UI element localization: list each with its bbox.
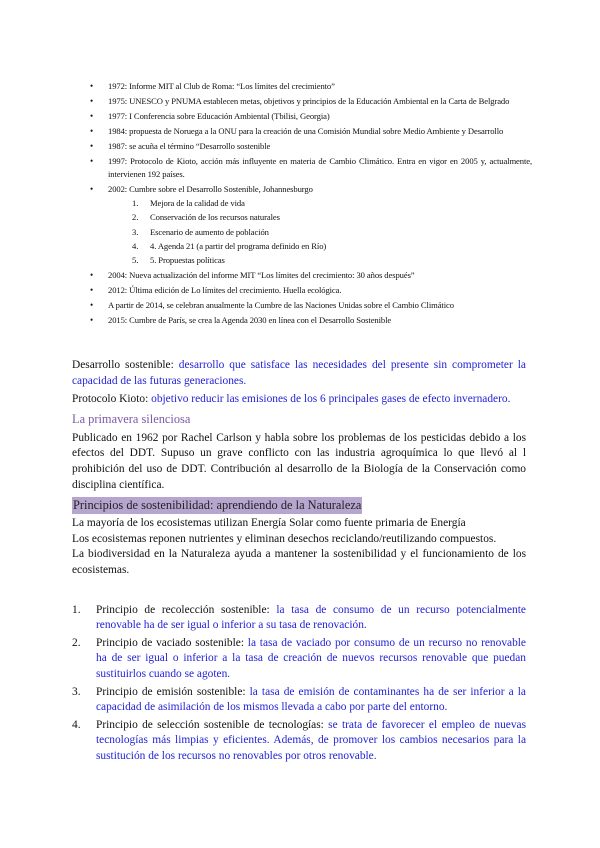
sublist-item: 3. Escenario de aumento de población	[132, 226, 269, 237]
principle-item: 3. Principio de emisión sostenible: la tasa de emisión de contaminantes ha de ser inferior a la capacidad de asimilación de los mismos llevada a cabo por parte del entorno.	[72, 685, 526, 714]
definition-desarrollo-sostenible	[72, 358, 526, 389]
principios-heading-wrap	[72, 493, 526, 516]
principle-definition: la tasa de vaciado por consumo de un recurso no renovable ha de ser igual o inferior a la tasa de creación de nuevos recursos renovable que puedan sustituirlos cuando se agoten.	[96, 636, 526, 680]
list-item: • 1972: Informe MIT al Club de Roma: “Los límites del crecimiento”	[92, 80, 532, 93]
paragraph: La biodiversidad en la Naturaleza ayuda a mantener la sostenibilidad y el funcionamiento de los ecosistemas.	[72, 548, 526, 576]
heading-primavera-silenciosa: La primavera silenciosa	[72, 411, 191, 426]
list-item: • 2002: Cumbre sobre el Desarrollo Sostenible, Johannesburgo 1. Mejora de la calidad de vida 2. Conservación de los recursos naturales 3. Escenario de aumento de población 4. 4. Agenda 21 (a partir del programa definido en Río) 5. 5. Propuestas políticas	[92, 183, 532, 268]
principle-term: Principio de vaciado sostenible:	[96, 636, 244, 649]
definition-term: Protocolo Kioto:	[72, 393, 149, 406]
definition-protocolo-kioto	[72, 392, 526, 408]
principle-item: 1. Principio de recolección sostenible: la tasa de consumo de un recurso potencialmente renovable ha de ser igual o inferior a su tasa de renovación.	[72, 603, 526, 632]
heading-principios-sostenibilidad: Principios de sostenibilidad: aprendiendo de la Naturaleza	[73, 498, 362, 513]
sublist-item: 5. 5. Propuestas políticas	[132, 255, 225, 266]
principles-list	[72, 603, 526, 765]
sublist-item: 2. Conservación de los recursos naturales	[132, 212, 280, 223]
principle-definition: la tasa de emisión de contaminantes ha de ser inferior a la capacidad de asimilación de los mismos llevada a cabo por parte del entorno.	[96, 685, 526, 714]
johannesburg-sublist	[108, 197, 532, 267]
list-item: • 2015: Cumbre de París, se crea la Agenda 2030 en línea con el Desarrollo Sostenible	[92, 314, 532, 327]
principle-item: 4. Principio de selección sostenible de tecnologías: se trata de favorecer el empleo de nuevas tecnologías más limpias y eficientes. Además, de promover los cambios necesarios para la sustitución de los recursos no renovables por otros renovable.	[72, 718, 526, 762]
sublist-item: 4. 4. Agenda 21 (a partir del programa definido en Río)	[132, 241, 327, 252]
principle-definition: la tasa de consumo de un recurso potencialmente renovable ha de ser igual o inferior a su tasa de renovación.	[96, 603, 526, 632]
principle-term: Principio de selección sostenible de tecnologías:	[96, 718, 324, 731]
list-item: • 2004: Nueva actualización del informe MIT “Los límites del crecimiento: 30 años después”	[92, 269, 532, 282]
list-item: • 1975: UNESCO y PNUMA establecen metas, objetivos y principios de la Educación Ambiental en la Carta de Belgrado	[92, 95, 532, 108]
main-content	[72, 358, 526, 766]
definition-text: objetivo reducir las emisiones de los 6 principales gases de efecto invernadero.	[151, 393, 511, 406]
principle-definition: se trata de favorecer el empleo de nuevas tecnologías más limpias y eficientes. Además, de promover los cambios necesarios para la sustitución de los recursos no renovables por otros renovable.	[96, 718, 526, 762]
paragraph: La mayoría de los ecosistemas utilizan Energía Solar como fuente primaria de Energía	[72, 517, 466, 530]
paragraph: Los ecosistemas reponen nutrientes y eliminan desechos reciclando/reutilizando compuestos.	[72, 532, 497, 545]
principle-term: Principio de emisión sostenible:	[96, 685, 246, 698]
list-item: • 1987: se acuña el término “Desarrollo sostenible	[92, 140, 532, 153]
definition-term: Desarrollo sostenible:	[72, 359, 174, 371]
list-item: • 2012: Última edición de Lo límites del crecimiento. Huella ecológica.	[92, 284, 532, 297]
primavera-paragraph: Publicado en 1962 por Rachel Carlson y habla sobre los problemas de los pesticidas debido a los efectos del DDT. Supuso un grave conflicto con las industria agroquímica lo que llevó al l prohibición del uso de DDT. Contribución al desarrollo de la Biología de la Conservación como disciplina científica.	[72, 431, 526, 491]
timeline-list	[92, 80, 532, 329]
list-item: • A partir de 2014, se celebran anualmente la Cumbre de las Naciones Unidas sobre el Cambio Climático	[92, 299, 532, 312]
principle-term: Principio de recolección sostenible:	[96, 603, 270, 616]
list-item: • 1997: Protocolo de Kioto, acción más influyente en materia de Cambio Climático. Entra en vigor en 2005 y, actualmente, intervienen 192 países.	[92, 155, 532, 180]
list-item: • 1977: I Conferencia sobre Educación Ambiental (Tbilisi, Georgia)	[92, 110, 532, 123]
principle-item: 2. Principio de vaciado sostenible: la tasa de vaciado por consumo de un recurso no renovable ha de ser igual o inferior a la tasa de creación de nuevos recursos renovable que puedan sustituirlos cuando se agoten.	[72, 636, 526, 680]
list-item: • 1984: propuesta de Noruega a la ONU para la creación de una Comisión Mundial sobre Medio Ambiente y Desarrollo	[92, 125, 532, 138]
definition-text: desarrollo que satisface las necesidades del presente sin comprometer la capacidad de las futuras generaciones.	[72, 359, 526, 387]
sublist-item: 1. Mejora de la calidad de vida	[132, 197, 245, 208]
